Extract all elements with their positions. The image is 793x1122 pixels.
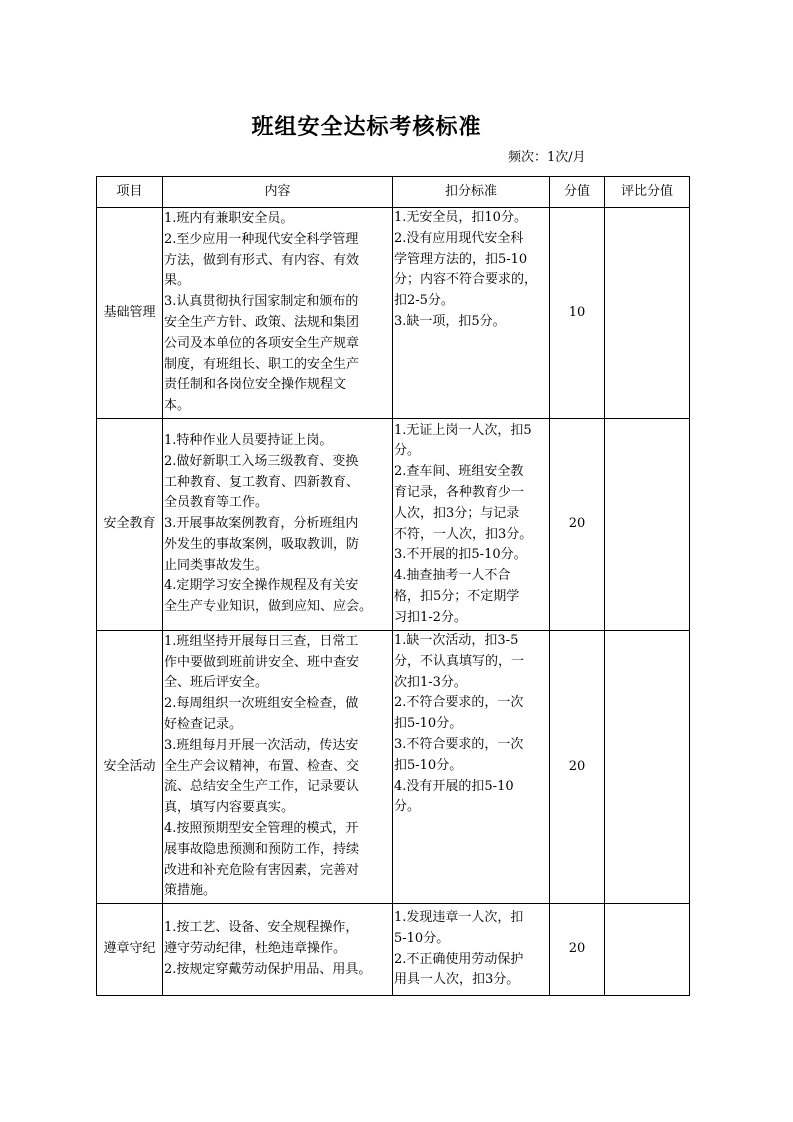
content-line: 工种教育、复工教育、四新教育、 — [164, 474, 360, 490]
frequency-label: 频次：1次/月 — [508, 150, 586, 165]
deduction-line: 扣2-5分。 — [394, 293, 454, 309]
header-rating: 评比分值 — [605, 177, 690, 208]
deduction-cell — [393, 904, 550, 996]
table-row — [97, 208, 690, 419]
item-cell: 基础管理 — [97, 208, 163, 419]
item-cell: 安全活动 — [97, 631, 163, 904]
content-line: 改进和补充危险有害因素，完善对 — [164, 862, 360, 878]
deduction-line: 分。 — [394, 443, 421, 459]
content-line: 全、班后评安全。 — [164, 675, 269, 691]
deduction-line: 5-10分。 — [394, 930, 450, 946]
content-line: 1.班内有兼职安全员。 — [164, 211, 294, 227]
deduction-line: 分。 — [394, 799, 421, 815]
deduction-cell — [393, 419, 550, 631]
content-cell — [163, 904, 393, 996]
document-title: 班组安全达标考核标准 — [251, 114, 482, 140]
content-line: 3.认真贯彻执行国家制定和颁布的 — [164, 294, 359, 310]
table-row — [97, 631, 690, 904]
header-deduction: 扣分标准 — [393, 177, 550, 208]
content-line: 1.特种作业人员要持证上岗。 — [164, 432, 333, 448]
deduction-line: 扣5-10分。 — [394, 716, 463, 732]
deduction-line: 3.不符合要求的，一次 — [394, 736, 524, 752]
deduction-line: 1.缺一次活动，扣3-5 — [394, 633, 519, 648]
deduction-line: 次扣1-3分。 — [394, 674, 467, 690]
content-line: 1.班组坚持开展每日三查，日常工 — [164, 633, 359, 649]
deduction-line: 育记录，各种教育少一 — [394, 484, 525, 500]
assessment-table — [96, 176, 690, 996]
content-line: 流、总结安全生产工作，记录要认 — [164, 779, 360, 795]
content-line: 3.班组每月开展一次活动，传达安 — [164, 737, 359, 753]
table-row — [97, 419, 690, 631]
deduction-line: 4.没有开展的扣5-10 — [394, 778, 514, 794]
content-line: 止同类事故发生。 — [164, 557, 269, 573]
content-line: 3.开展事故案例教育，分析班组内 — [164, 516, 359, 532]
deduction-cell — [393, 631, 550, 904]
content-line: 责任制和各岗位安全操作规程文 — [164, 377, 347, 393]
deduction-line: 2.不正确使用劳动保护 — [394, 951, 524, 967]
score-cell: 20 — [550, 904, 605, 996]
content-line: 全生产会议精神，布置、检查、交 — [164, 758, 360, 774]
header-content: 内容 — [163, 177, 393, 208]
deduction-line: 1.无证上岗一人次，扣5 — [394, 422, 532, 438]
deduction-line: 1.发现违章一人次，扣 — [394, 909, 524, 925]
content-line: 本。 — [164, 398, 191, 414]
deduction-line: 2.不符合要求的，一次 — [394, 695, 524, 711]
content-line: 公司及本单位的各项安全生产规章 — [164, 335, 360, 351]
deduction-line: 分，不认真填写的，一 — [394, 653, 525, 669]
deduction-line: 2.没有应用现代安全科 — [394, 230, 524, 246]
content-line: 全生产专业知识，做到应知、应会。 — [164, 599, 373, 615]
deduction-line: 扣5-10分。 — [394, 757, 463, 773]
deduction-line: 格，扣5分；不定期学 — [394, 588, 520, 604]
deduction-line: 3.不开展的扣5-10分。 — [394, 547, 527, 563]
content-line: 4.按照预期型安全管理的模式，开 — [164, 820, 359, 836]
content-line: 2.每周组织一次班组安全检查，做 — [164, 696, 359, 712]
content-line: 真，填写内容要真实。 — [164, 800, 295, 816]
deduction-line: 不符，一人次，扣3分。 — [394, 526, 533, 542]
content-cell — [163, 631, 393, 904]
content-line: 展事故隐患预测和预防工作，持续 — [164, 841, 360, 857]
content-line: 安全生产方针、政策、法规和集团 — [164, 315, 360, 330]
deduction-line: 2.查车间、班组安全教 — [394, 464, 524, 480]
content-line: 策措施。 — [164, 883, 217, 899]
deduction-line: 4.抽查抽考一人不合 — [394, 568, 511, 584]
content-line: 1.按工艺、设备、安全规程操作， — [164, 920, 359, 936]
header-score: 分值 — [550, 177, 605, 208]
deduction-line: 学管理方法的，扣5-10 — [394, 251, 528, 267]
item-cell: 安全教育 — [97, 419, 163, 631]
content-line: 遵守劳动纪律，杜绝违章操作。 — [164, 941, 347, 957]
content-line: 全员教育等工作。 — [164, 495, 269, 511]
rating-cell — [605, 631, 690, 904]
content-line: 4.定期学习安全操作规程及有关安 — [164, 578, 359, 594]
deduction-line: 习扣1-2分。 — [394, 609, 467, 625]
rating-cell — [605, 904, 690, 996]
content-line: 方法，做到有形式、有内容、有效 — [164, 252, 360, 268]
table-body — [97, 208, 690, 996]
content-line: 外发生的事故案例，吸取教训，防 — [164, 536, 360, 552]
score-cell: 20 — [550, 631, 605, 904]
content-line: 作中要做到班前讲安全、班中查安 — [164, 654, 360, 670]
rating-cell — [605, 208, 690, 419]
deduction-line: 3.缺一项，扣5分。 — [394, 313, 506, 329]
score-cell: 20 — [550, 419, 605, 631]
content-line: 好检查记录。 — [164, 717, 243, 732]
score-cell: 10 — [550, 208, 605, 419]
table-row — [97, 904, 690, 996]
rating-cell — [605, 419, 690, 631]
item-cell: 遵章守纪 — [97, 904, 163, 996]
content-line: 制度，有班组长、职工的安全生产 — [164, 356, 360, 372]
header-item: 项目 — [97, 177, 163, 208]
deduction-line: 分；内容不符合要求的， — [394, 272, 538, 288]
deduction-line: 人次，扣3分；与记录 — [394, 505, 520, 521]
content-cell — [163, 419, 393, 631]
deduction-cell — [393, 208, 550, 419]
content-line: 果。 — [164, 273, 191, 289]
content-line: 2.做好新职工入场三级教育、变换 — [164, 453, 359, 469]
table-header-row — [97, 177, 690, 208]
content-cell — [163, 208, 393, 419]
content-line: 2.至少应用一种现代安全科学管理 — [164, 231, 359, 247]
deduction-line: 用具一人次，扣3分。 — [394, 972, 520, 988]
content-line: 2.按规定穿戴劳动保护用品、用具。 — [164, 961, 372, 977]
deduction-line: 1.无安全员，扣10分。 — [394, 210, 527, 225]
